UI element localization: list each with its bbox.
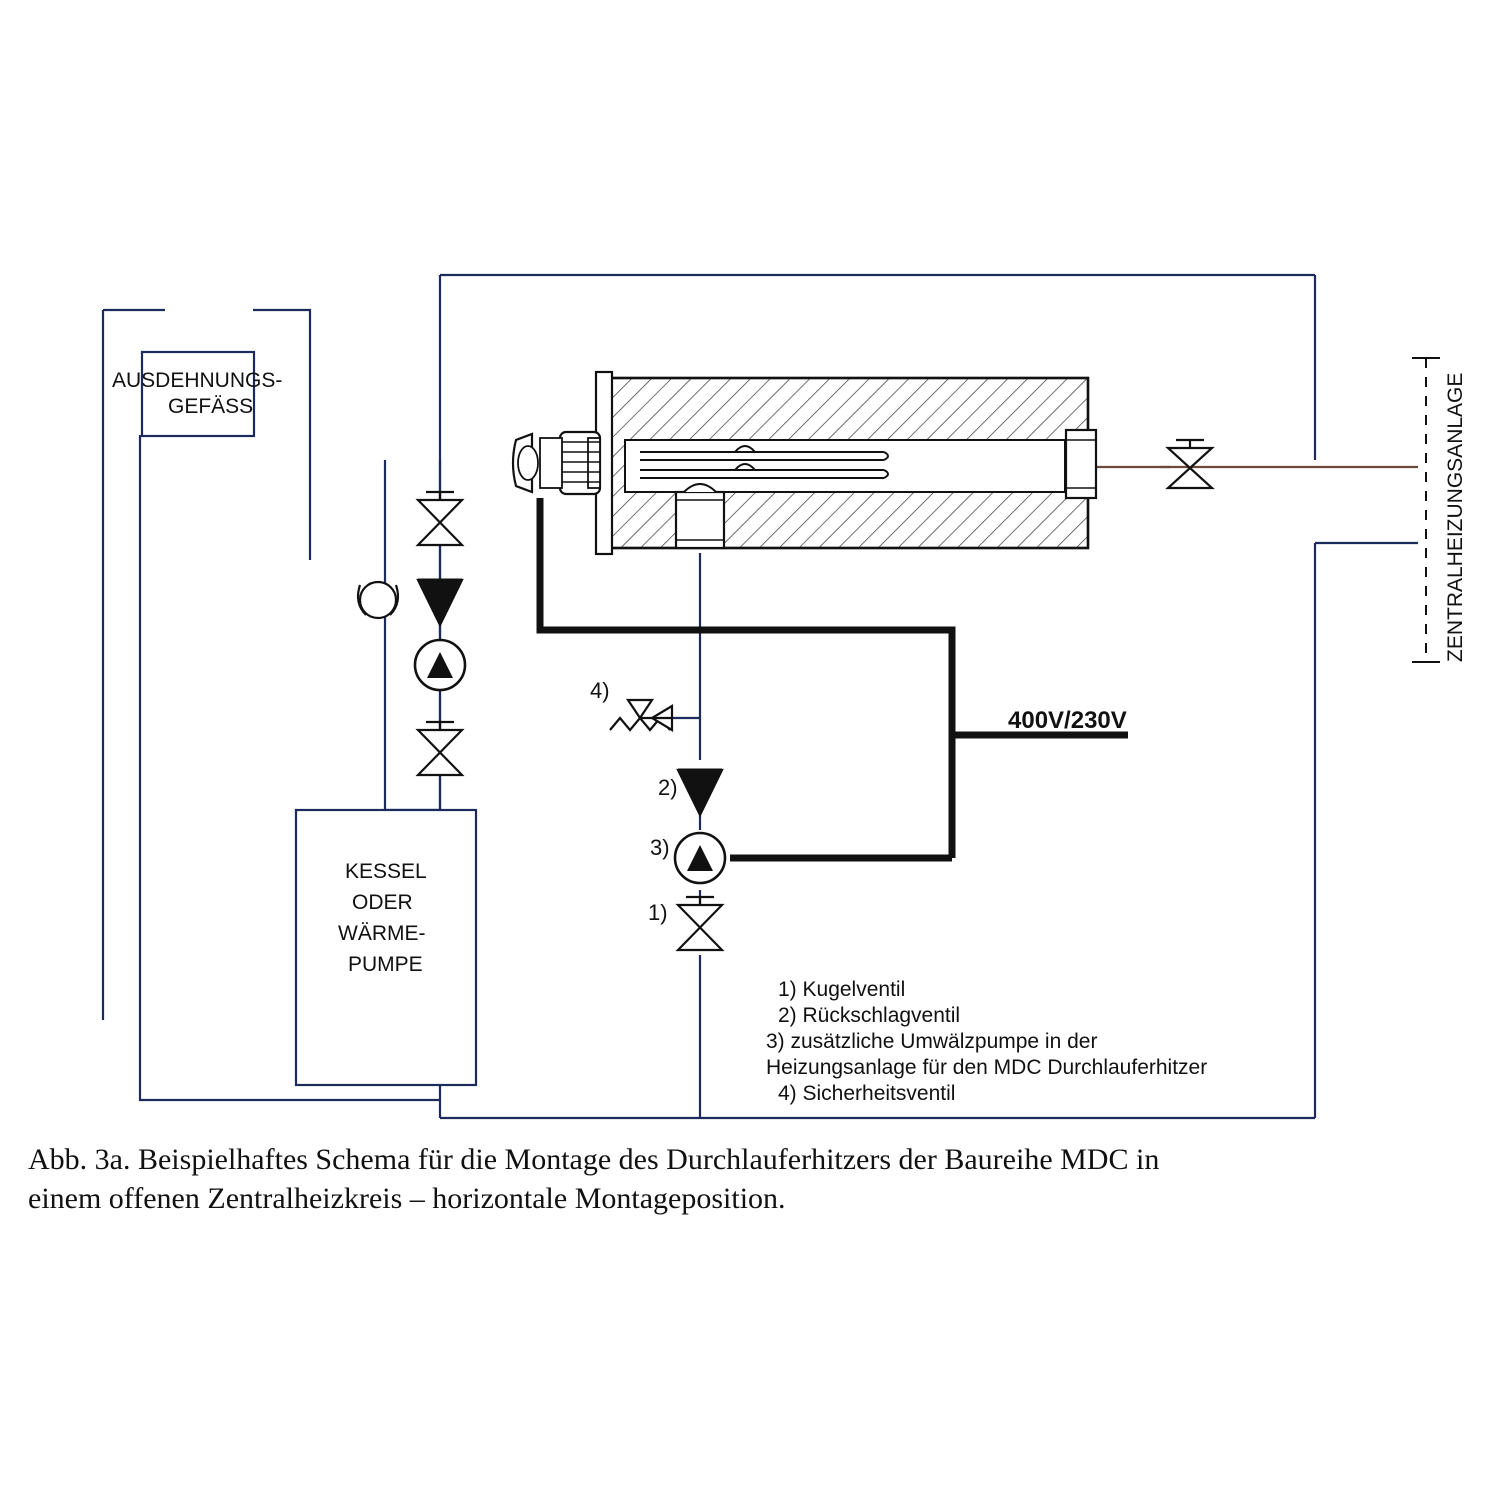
legend-item-4: 4) Sicherheitsventil <box>778 1082 956 1105</box>
boiler-label-1: KESSEL <box>345 860 427 883</box>
valve-check-boiler <box>418 580 462 625</box>
voltage-label: 400V/230V <box>1008 707 1127 734</box>
boiler-label-4: PUMPE <box>348 953 423 976</box>
expansion-vessel <box>142 352 254 436</box>
valve-gate-heating <box>1168 440 1212 488</box>
central-heating-bracket <box>1412 358 1440 662</box>
caption-line-2: einem offenen Zentralheizkreis – horizontale Montageposition. <box>28 1182 786 1215</box>
valve-safety-4 <box>610 700 672 730</box>
valve-ball-1 <box>678 897 722 950</box>
pump-3 <box>675 833 725 883</box>
power-cable <box>540 498 1128 858</box>
legend-item-0: 1) Kugelventil <box>778 978 906 1001</box>
ref-2-label: 2) <box>658 775 678 800</box>
ref-4-label: 4) <box>590 678 610 703</box>
heater-assembly <box>513 372 1096 554</box>
heater-bottom-nozzle <box>676 484 724 548</box>
legend-item-3: Heizungsanlage für den MDC Durchlauferhitzer <box>766 1056 1208 1079</box>
heater-chamber <box>625 440 1065 492</box>
boiler-box <box>296 810 476 1085</box>
ref-1-label: 1) <box>648 900 668 925</box>
caption-line-1: Abb. 3a. Beispielhaftes Schema für die Montage des Durchlauferhitzers der Baureihe MDC in <box>28 1143 1160 1176</box>
legend-item-1: 2) Rückschlagventil <box>778 1004 961 1027</box>
figure-caption <box>28 1140 1468 1218</box>
boiler-label-3: WÄRME- <box>338 922 426 945</box>
expansion-vessel-label-2: GEFÄSS <box>168 395 254 418</box>
expansion-vessel-label-1: AUSDEHNUNGS- <box>112 369 283 392</box>
gauge-icon <box>358 582 398 618</box>
legend-item-2: 3) zusätzliche Umwälzpumpe in der <box>766 1030 1098 1053</box>
heater-terminal-head <box>513 432 600 494</box>
legend <box>766 978 1207 1105</box>
pump-boiler <box>415 640 465 690</box>
central-heating-label: ZENTRALHEIZUNGSANLAGE <box>1444 372 1467 662</box>
valve-gate-2 <box>418 722 462 775</box>
ref-3-label: 3) <box>650 835 670 860</box>
boiler-label-2: ODER <box>352 891 413 914</box>
valve-check-2 <box>678 770 722 815</box>
valve-gate-1 <box>418 492 462 545</box>
